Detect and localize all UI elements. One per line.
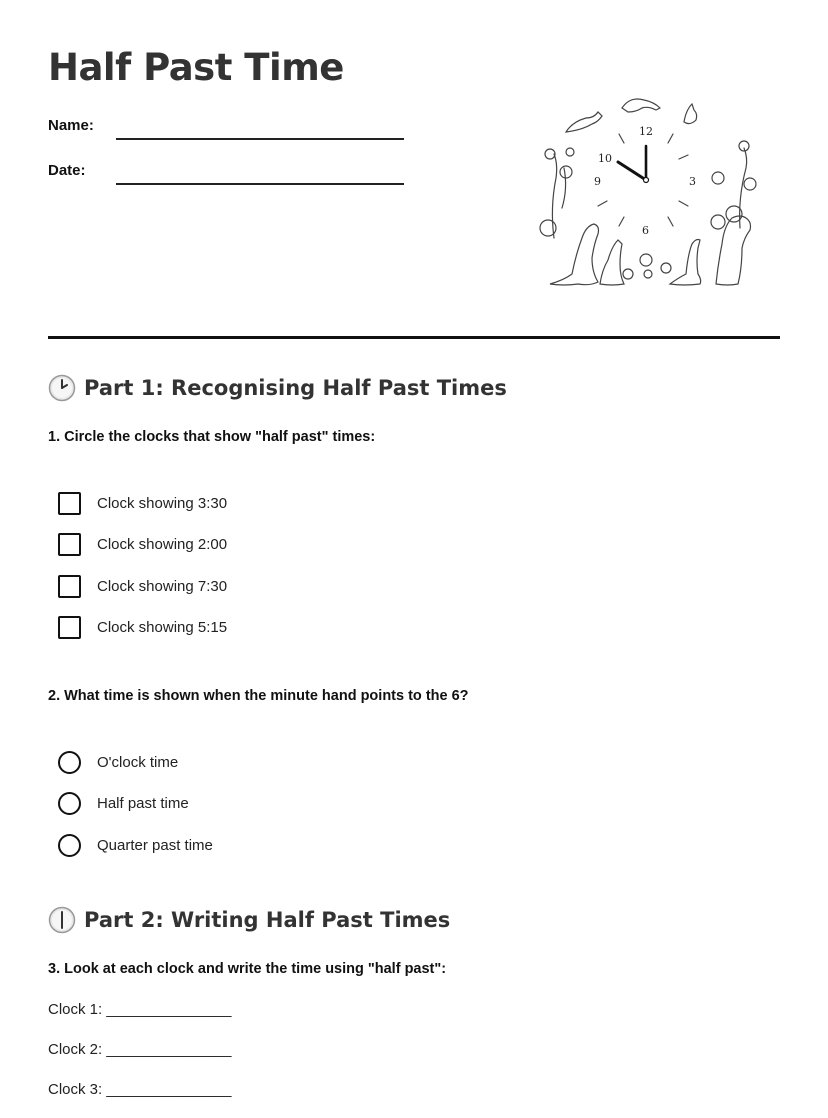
question-2: 2. What time is shown when the minute hand points to the 6? [48,688,469,704]
question-1: 1. Circle the clocks that show "half past" times: [48,429,376,445]
q1-option[interactable] [58,575,227,598]
option-label: Half past time [97,795,189,812]
q1-option[interactable] [58,492,227,515]
option-label: Clock showing 2:00 [97,536,228,553]
radio-button[interactable] [58,751,81,774]
answer-row-clock-2[interactable]: Clock 2: _______________ [48,1041,232,1058]
date-label: Date: [48,162,86,179]
date-field[interactable] [116,183,404,185]
name-label: Name: [48,117,94,134]
checkbox[interactable] [58,616,81,639]
clock-icon [48,906,76,934]
option-label: O'clock time [97,754,179,771]
part1-heading-text: Part 1: Recognising Half Past Times [84,376,507,400]
part1-heading [48,374,507,402]
checkbox[interactable] [58,575,81,598]
q1-option[interactable] [58,533,227,556]
part2-heading [48,906,450,934]
answer-row-clock-3[interactable]: Clock 3: _______________ [48,1081,232,1098]
radio-button[interactable] [58,834,81,857]
q2-option[interactable] [58,751,178,774]
checkbox[interactable] [58,492,81,515]
name-field[interactable] [116,138,404,140]
option-label: Clock showing 5:15 [97,619,228,636]
clock-illustration [520,88,762,290]
option-label: Quarter past time [97,837,213,854]
radio-button[interactable] [58,792,81,815]
clock-number-9: 9 [594,175,601,188]
section-divider [48,336,780,339]
page-title: Half Past Time [48,46,344,89]
q1-option[interactable] [58,616,227,639]
q2-option[interactable] [58,792,189,815]
clock-icon [48,374,76,402]
clock-number-3: 3 [689,175,696,188]
option-label: Clock showing 3:30 [97,495,228,512]
clock-number-10: 10 [598,152,612,165]
checkbox[interactable] [58,533,81,556]
clock-number-6: 6 [642,224,649,237]
q2-option[interactable] [58,834,213,857]
clock-number-12: 12 [639,125,653,138]
option-label: Clock showing 7:30 [97,578,228,595]
part2-heading-text: Part 2: Writing Half Past Times [84,908,451,932]
answer-row-clock-1[interactable]: Clock 1: _______________ [48,1001,232,1018]
question-3: 3. Look at each clock and write the time using "half past": [48,961,447,977]
